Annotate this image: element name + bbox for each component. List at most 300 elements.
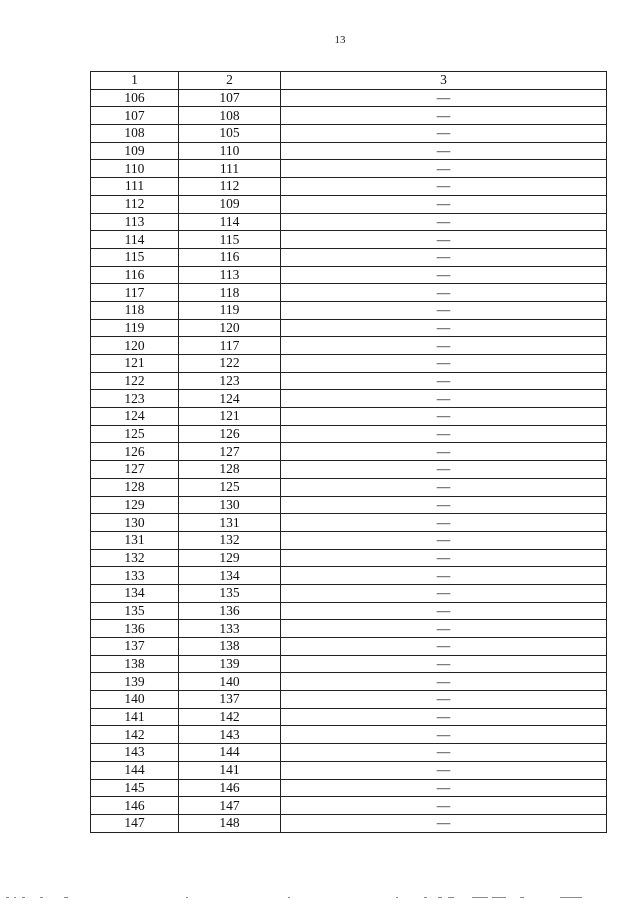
table-cell-col-2 <box>179 638 281 656</box>
table-cell-col-1 <box>91 655 179 673</box>
table-cell-col-2 <box>179 620 281 638</box>
dash-value: — <box>436 567 451 583</box>
cell-value: 112 <box>219 178 240 194</box>
table-cell-col-3 <box>281 814 607 832</box>
table-row <box>91 337 607 355</box>
dash-value: — <box>436 461 451 477</box>
dash-value: — <box>436 249 451 265</box>
cell-value: 142 <box>124 726 145 742</box>
table-cell-col-2 <box>179 408 281 426</box>
cell-value: 120 <box>124 337 145 353</box>
table-cell-col-1 <box>91 301 179 319</box>
cell-value: 128 <box>219 461 240 477</box>
table-cell-col-3 <box>281 461 607 479</box>
table-cell-col-2 <box>179 708 281 726</box>
dash-value: — <box>436 779 451 795</box>
table-cell-col-3 <box>281 284 607 302</box>
table-row <box>91 673 607 691</box>
cell-value: 106 <box>124 90 145 106</box>
dash-value: — <box>436 143 451 159</box>
cell-value: 146 <box>219 779 240 795</box>
table-cell-col-3 <box>281 691 607 709</box>
dash-value: — <box>436 815 451 831</box>
cell-value: 146 <box>124 797 145 813</box>
table-cell-col-3 <box>281 478 607 496</box>
cell-value: 121 <box>219 408 240 424</box>
table-cell-col-1 <box>91 160 179 178</box>
table-row <box>91 443 607 461</box>
table-cell-col-1 <box>91 125 179 143</box>
table-cell-col-1 <box>91 478 179 496</box>
table-cell-col-3 <box>281 531 607 549</box>
cell-value: 127 <box>219 443 240 459</box>
dash-value: — <box>436 673 451 689</box>
table-cell-col-3 <box>281 355 607 373</box>
cell-value: 113 <box>219 266 240 282</box>
table-cell-col-1 <box>91 408 179 426</box>
table-cell-col-2 <box>179 372 281 390</box>
dash-value: — <box>436 284 451 300</box>
cell-value: 131 <box>124 532 145 548</box>
cell-value: 123 <box>124 390 145 406</box>
cell-value: 134 <box>219 567 240 583</box>
cell-value: 132 <box>124 549 145 565</box>
table-cell-col-1 <box>91 319 179 337</box>
table-cell-col-3 <box>281 337 607 355</box>
table-cell-col-3 <box>281 549 607 567</box>
table-row <box>91 461 607 479</box>
table-row <box>91 814 607 832</box>
table-cell-col-2 <box>179 195 281 213</box>
table-cell-col-3 <box>281 496 607 514</box>
dash-value: — <box>436 744 451 760</box>
table-cell-col-2 <box>179 107 281 125</box>
table-cell-col-2 <box>179 213 281 231</box>
table-row <box>91 142 607 160</box>
table-cell-col-1 <box>91 248 179 266</box>
table-cell-col-1 <box>91 355 179 373</box>
dash-value: — <box>436 479 451 495</box>
table-cell-col-1 <box>91 779 179 797</box>
table-cell-col-2 <box>179 478 281 496</box>
cell-value: 119 <box>219 302 240 318</box>
dash-value: — <box>436 426 451 442</box>
cell-value: 120 <box>219 319 240 335</box>
cell-value: 143 <box>124 744 145 760</box>
table-row <box>91 496 607 514</box>
table-row <box>91 125 607 143</box>
table-cell-col-1 <box>91 89 179 107</box>
table-row <box>91 284 607 302</box>
cell-value: 136 <box>124 620 145 636</box>
table-cell-col-1 <box>91 797 179 815</box>
table-cell-col-1 <box>91 496 179 514</box>
cell-value: 122 <box>219 355 240 371</box>
table-cell-col-1 <box>91 443 179 461</box>
table-cell-col-1 <box>91 195 179 213</box>
table-cell-col-2 <box>179 531 281 549</box>
table-cell-col-2 <box>179 673 281 691</box>
cell-value: 131 <box>219 514 240 530</box>
table-cell-col-1 <box>91 567 179 585</box>
table-cell-col-3 <box>281 213 607 231</box>
table-cell-col-2 <box>179 266 281 284</box>
table-row <box>91 726 607 744</box>
cell-value: 105 <box>219 125 240 141</box>
cell-value: 133 <box>124 567 145 583</box>
header-row <box>91 72 607 90</box>
table-cell-col-2 <box>179 691 281 709</box>
table-cell-col-2 <box>179 125 281 143</box>
table-row <box>91 355 607 373</box>
table-row <box>91 425 607 443</box>
cell-value: 111 <box>219 160 240 176</box>
table-cell-col-1 <box>91 461 179 479</box>
table-row <box>91 797 607 815</box>
table-cell-col-2 <box>179 744 281 762</box>
table-row <box>91 478 607 496</box>
table-cell-col-2 <box>179 514 281 532</box>
table-body <box>91 89 607 832</box>
dash-value: — <box>436 638 451 654</box>
table-cell-col-1 <box>91 691 179 709</box>
cell-value: 121 <box>124 355 145 371</box>
cell-value: 108 <box>124 125 145 141</box>
cell-value: 141 <box>124 709 145 725</box>
dash-value: — <box>436 691 451 707</box>
table-cell-col-1 <box>91 107 179 125</box>
table-row <box>91 248 607 266</box>
table-cell-col-3 <box>281 620 607 638</box>
cell-value: 125 <box>219 479 240 495</box>
table-header <box>91 72 607 90</box>
cell-value: 133 <box>219 620 240 636</box>
dash-value: — <box>436 408 451 424</box>
table-cell-col-3 <box>281 567 607 585</box>
scan-footer-artifacts <box>0 897 640 901</box>
dash-value: — <box>436 373 451 389</box>
table-row <box>91 691 607 709</box>
dash-value: — <box>436 656 451 672</box>
table-cell-col-3 <box>281 372 607 390</box>
dash-value: — <box>436 514 451 530</box>
dash-value: — <box>436 319 451 335</box>
table-cell-col-2 <box>179 355 281 373</box>
table-cell-col-1 <box>91 638 179 656</box>
table-row <box>91 708 607 726</box>
table-cell-col-3 <box>281 779 607 797</box>
cell-value: 135 <box>219 585 240 601</box>
dash-value: — <box>436 797 451 813</box>
cell-value: 126 <box>219 426 240 442</box>
cell-value: 124 <box>124 408 145 424</box>
dash-value: — <box>436 125 451 141</box>
table-cell-col-3 <box>281 142 607 160</box>
table-cell-col-1 <box>91 372 179 390</box>
cell-value: 129 <box>219 549 240 565</box>
dash-value: — <box>436 620 451 636</box>
table-cell-col-2 <box>179 89 281 107</box>
table-cell-col-3 <box>281 514 607 532</box>
table-cell-col-1 <box>91 266 179 284</box>
cell-value: 147 <box>124 815 145 831</box>
cell-value: 113 <box>124 213 145 229</box>
dash-value: — <box>436 532 451 548</box>
table-row <box>91 178 607 196</box>
table-cell-col-2 <box>179 549 281 567</box>
cell-value: 144 <box>219 744 240 760</box>
dash-value: — <box>436 196 451 212</box>
cell-value: 126 <box>124 443 145 459</box>
table-cell-col-3 <box>281 443 607 461</box>
table-cell-col-1 <box>91 531 179 549</box>
dash-value: — <box>436 90 451 106</box>
dash-value: — <box>436 443 451 459</box>
table-cell-col-1 <box>91 620 179 638</box>
cell-value: 130 <box>219 496 240 512</box>
cell-value: 112 <box>124 196 145 212</box>
table-row <box>91 514 607 532</box>
cell-value: 107 <box>219 90 240 106</box>
table-row <box>91 107 607 125</box>
cell-value: 142 <box>219 709 240 725</box>
table-row <box>91 655 607 673</box>
table-cell-col-3 <box>281 761 607 779</box>
column-header-1: 1 <box>91 72 179 90</box>
table-row <box>91 408 607 426</box>
table-cell-col-3 <box>281 673 607 691</box>
table-cell-col-2 <box>179 655 281 673</box>
cell-value: 132 <box>219 532 240 548</box>
cell-value: 124 <box>219 390 240 406</box>
cell-value: 116 <box>219 249 240 265</box>
table-cell-col-2 <box>179 797 281 815</box>
cell-value: 129 <box>124 496 145 512</box>
cell-value: 137 <box>219 691 240 707</box>
table-row <box>91 301 607 319</box>
table-row <box>91 390 607 408</box>
table-row <box>91 372 607 390</box>
table-cell-col-2 <box>179 461 281 479</box>
table-cell-col-2 <box>179 337 281 355</box>
table-cell-col-2 <box>179 390 281 408</box>
cell-value: 127 <box>124 461 145 477</box>
table-row <box>91 160 607 178</box>
cell-value: 135 <box>124 602 145 618</box>
table-cell-col-2 <box>179 814 281 832</box>
cell-value: 143 <box>219 726 240 742</box>
cell-value: 140 <box>124 691 145 707</box>
table-row <box>91 195 607 213</box>
dash-value: — <box>436 231 451 247</box>
cell-value: 119 <box>124 319 145 335</box>
table-cell-col-1 <box>91 744 179 762</box>
cell-value: 116 <box>124 266 145 282</box>
cell-value: 111 <box>124 178 145 194</box>
table-row <box>91 584 607 602</box>
dash-value: — <box>436 602 451 618</box>
cell-value: 107 <box>124 107 145 123</box>
table-cell-col-2 <box>179 248 281 266</box>
cell-value: 114 <box>219 213 240 229</box>
table-row <box>91 620 607 638</box>
cell-value: 128 <box>124 479 145 495</box>
cell-value: 136 <box>219 602 240 618</box>
dash-value: — <box>436 355 451 371</box>
table-row <box>91 779 607 797</box>
table-row <box>91 319 607 337</box>
table-cell-col-1 <box>91 142 179 160</box>
table-row <box>91 531 607 549</box>
cell-value: 123 <box>219 373 240 389</box>
table-cell-col-1 <box>91 390 179 408</box>
table-cell-col-3 <box>281 602 607 620</box>
cell-value: 144 <box>124 762 145 778</box>
cell-value: 118 <box>219 284 240 300</box>
table-cell-col-2 <box>179 584 281 602</box>
table-cell-col-2 <box>179 761 281 779</box>
cell-value: 130 <box>124 514 145 530</box>
cell-value: 108 <box>219 107 240 123</box>
cell-value: 148 <box>219 815 240 831</box>
table-cell-col-3 <box>281 195 607 213</box>
cell-value: 147 <box>219 797 240 813</box>
table-cell-col-3 <box>281 301 607 319</box>
dash-value: — <box>436 266 451 282</box>
cell-value: 141 <box>219 762 240 778</box>
table-cell-col-1 <box>91 708 179 726</box>
cell-value: 109 <box>124 143 145 159</box>
table-cell-col-3 <box>281 584 607 602</box>
page-number: 13 <box>334 34 346 46</box>
table-cell-col-3 <box>281 708 607 726</box>
table-cell-col-2 <box>179 142 281 160</box>
table-row <box>91 89 607 107</box>
table-cell-col-1 <box>91 602 179 620</box>
table-cell-col-1 <box>91 761 179 779</box>
table-cell-col-1 <box>91 584 179 602</box>
cell-value: 140 <box>219 673 240 689</box>
table-cell-col-3 <box>281 797 607 815</box>
cell-value: 110 <box>124 160 145 176</box>
column-header-3: 3 <box>281 72 607 90</box>
cell-value: 117 <box>219 337 240 353</box>
table-cell-col-2 <box>179 496 281 514</box>
table-row <box>91 638 607 656</box>
dash-value: — <box>436 213 451 229</box>
table-cell-col-2 <box>179 178 281 196</box>
cell-value: 117 <box>124 284 145 300</box>
table-cell-col-1 <box>91 213 179 231</box>
table-cell-col-1 <box>91 337 179 355</box>
table-row <box>91 567 607 585</box>
data-table <box>90 71 607 833</box>
table-cell-col-3 <box>281 425 607 443</box>
dash-value: — <box>436 390 451 406</box>
table-row <box>91 744 607 762</box>
dash-value: — <box>436 726 451 742</box>
table-row <box>91 761 607 779</box>
table-cell-col-2 <box>179 160 281 178</box>
dash-value: — <box>436 178 451 194</box>
table-cell-col-2 <box>179 231 281 249</box>
table-cell-col-2 <box>179 602 281 620</box>
cell-value: 115 <box>124 249 145 265</box>
table-cell-col-2 <box>179 284 281 302</box>
table-cell-col-3 <box>281 655 607 673</box>
table-row <box>91 266 607 284</box>
table-cell-col-3 <box>281 390 607 408</box>
table-cell-col-1 <box>91 178 179 196</box>
table-cell-col-3 <box>281 107 607 125</box>
cell-value: 138 <box>124 656 145 672</box>
table-row <box>91 549 607 567</box>
table-cell-col-1 <box>91 814 179 832</box>
cell-value: 109 <box>219 196 240 212</box>
cell-value: 122 <box>124 373 145 389</box>
cell-value: 139 <box>124 673 145 689</box>
table-cell-col-1 <box>91 673 179 691</box>
dash-value: — <box>436 337 451 353</box>
table-cell-col-1 <box>91 726 179 744</box>
dash-value: — <box>436 496 451 512</box>
dash-value: — <box>436 585 451 601</box>
table-cell-col-2 <box>179 319 281 337</box>
table-cell-col-3 <box>281 89 607 107</box>
table-cell-col-3 <box>281 408 607 426</box>
table-cell-col-1 <box>91 425 179 443</box>
cell-value: 134 <box>124 585 145 601</box>
cell-value: 138 <box>219 638 240 654</box>
table-cell-col-1 <box>91 284 179 302</box>
table-cell-col-2 <box>179 726 281 744</box>
table-cell-col-2 <box>179 301 281 319</box>
table-cell-col-3 <box>281 266 607 284</box>
table-cell-col-2 <box>179 443 281 461</box>
table-cell-col-3 <box>281 231 607 249</box>
dash-value: — <box>436 709 451 725</box>
dash-value: — <box>436 107 451 123</box>
table-row <box>91 602 607 620</box>
table-cell-col-1 <box>91 549 179 567</box>
table-cell-col-3 <box>281 125 607 143</box>
table-cell-col-2 <box>179 567 281 585</box>
cell-value: 110 <box>219 143 240 159</box>
table-cell-col-3 <box>281 178 607 196</box>
table-cell-col-1 <box>91 514 179 532</box>
table-cell-col-1 <box>91 231 179 249</box>
table-row <box>91 231 607 249</box>
table-cell-col-3 <box>281 638 607 656</box>
table-cell-col-3 <box>281 248 607 266</box>
table-cell-col-3 <box>281 726 607 744</box>
cell-value: 137 <box>124 638 145 654</box>
dash-value: — <box>436 762 451 778</box>
dash-value: — <box>436 160 451 176</box>
table-cell-col-3 <box>281 744 607 762</box>
dash-value: — <box>436 302 451 318</box>
table-cell-col-3 <box>281 319 607 337</box>
table-cell-col-2 <box>179 425 281 443</box>
table-row <box>91 213 607 231</box>
cell-value: 125 <box>124 426 145 442</box>
cell-value: 114 <box>124 231 145 247</box>
table-cell-col-3 <box>281 160 607 178</box>
cell-value: 118 <box>124 302 145 318</box>
dash-value: — <box>436 549 451 565</box>
cell-value: 115 <box>219 231 240 247</box>
cell-value: 145 <box>124 779 145 795</box>
